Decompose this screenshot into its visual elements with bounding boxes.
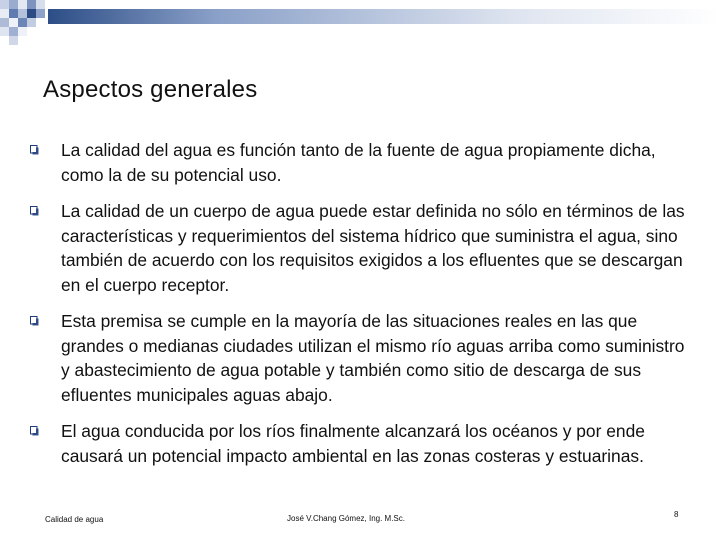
header-decoration <box>0 0 720 50</box>
bullet-list <box>30 138 695 480</box>
bullet-item <box>30 199 695 297</box>
bullet-item <box>30 309 695 407</box>
footer-author: José V.Chang Gómez, Ing. M.Sc. <box>287 514 405 523</box>
page-number: 8 <box>674 510 679 519</box>
bullet-item <box>30 419 695 468</box>
bullet-item <box>30 138 695 187</box>
hollow-square-bullet-icon <box>30 145 39 155</box>
bullet-text: Esta premisa se cumple en la mayoría de las situaciones reales en las que grandes o medianas ciudades utilizan el mismo río aguas arriba como suministro y abastecimiento de agua potable y también como sitio de descarga de sus efluentes municipales aguas abajo. <box>61 311 685 405</box>
footer-course-label: Calidad de agua <box>45 515 104 524</box>
bullet-text: La calidad de un cuerpo de agua puede estar definida no sólo en términos de las características y requerimientos del sistema hídrico que suministra el agua, sino también de acuerdo con los requisitos exigidos a los efluentes que se descargan en el cuerpo receptor. <box>61 201 685 295</box>
bullet-text: El agua conducida por los ríos finalmente alcanzará los océanos y por ende causará un potencial impacto ambiental en las zonas costeras y estuarinas. <box>61 421 645 466</box>
hollow-square-bullet-icon <box>30 426 39 436</box>
slide-title: Aspectos generales <box>43 76 258 103</box>
hollow-square-bullet-icon <box>30 206 39 216</box>
hollow-square-bullet-icon <box>30 316 39 326</box>
bullet-text: La calidad del agua es función tanto de la fuente de agua propiamente dicha, como la de su potencial uso. <box>61 140 656 185</box>
